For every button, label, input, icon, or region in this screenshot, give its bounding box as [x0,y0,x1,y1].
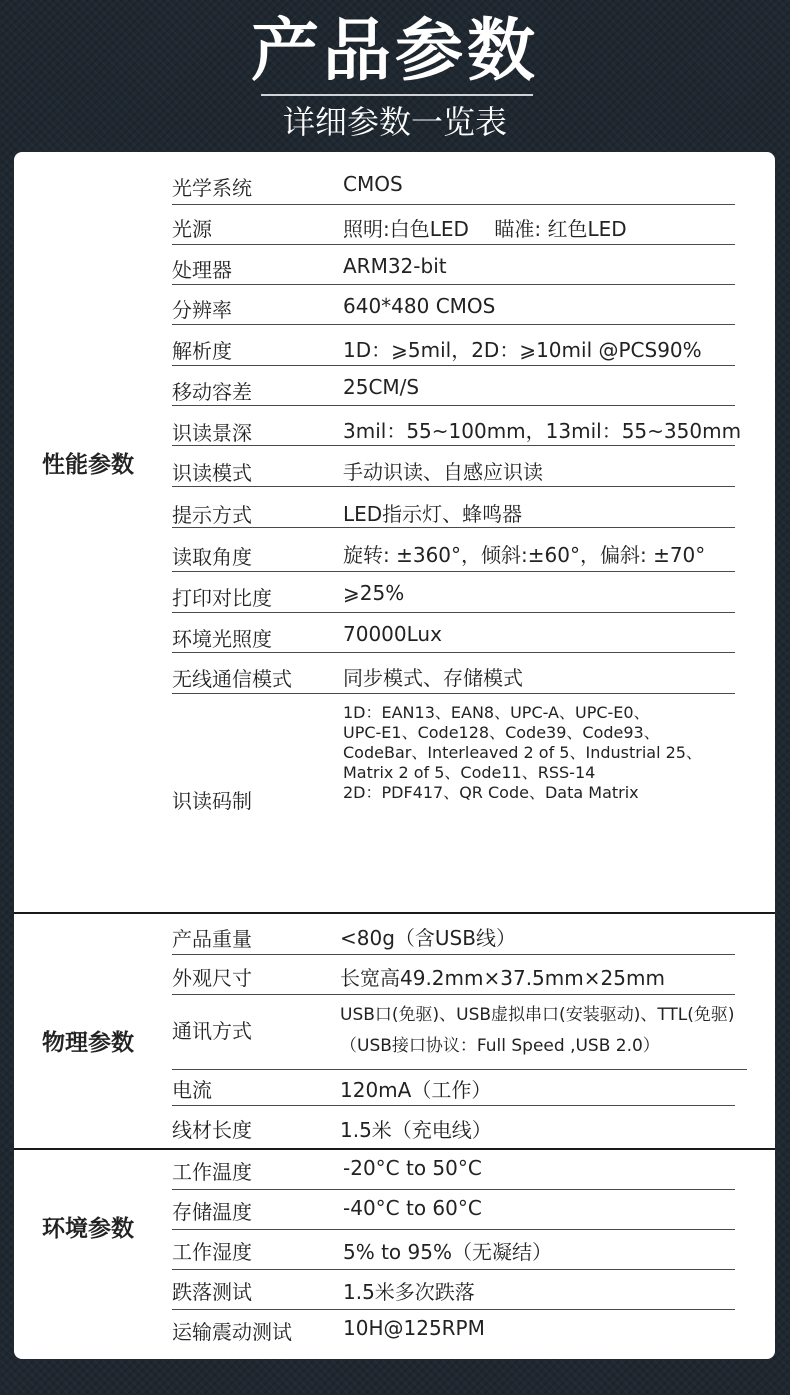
spec-key: 线材长度 [172,1118,252,1142]
spec-key: 打印对比度 [172,586,272,610]
spec-row [172,653,735,694]
spec-value: 旋转: ±360°，倾斜:±60°，偏斜: ±70° [343,543,706,567]
spec-key: 运输震动测试 [172,1320,292,1344]
spec-key: 电流 [172,1078,212,1102]
spec-row [172,914,735,955]
spec-row [172,955,735,995]
title-divider [261,94,533,96]
spec-key: 移动容差 [172,380,252,404]
spec-value: 手动识读、自感应识读 [343,460,543,484]
spec-key: 光学系统 [172,176,252,200]
spec-value: -40°C to 60°C [343,1196,482,1220]
symbology-line: UPC-E1、Code128、Code39、Code93、 [343,723,660,742]
symbology-line: CodeBar、Interleaved 2 of 5、Industrial 25、 [343,743,702,762]
spec-key: 外观尺寸 [172,966,252,990]
spec-value: 5% to 95%（无凝结） [343,1240,552,1264]
spec-row [172,995,747,1070]
spec-key: 光源 [172,217,212,241]
spec-row [172,1106,735,1148]
spec-key: 产品重量 [172,927,252,951]
spec-key: 读取角度 [172,545,252,569]
spec-value: ⩾25% [343,581,405,605]
spec-row [172,487,735,528]
spec-value: 120mA（工作） [340,1078,492,1102]
spec-key: 无线通信模式 [172,667,292,691]
spec-row [172,205,735,245]
spec-row [172,325,735,366]
page-subtitle: 详细参数一览表 [282,103,507,141]
spec-value: 70000Lux [343,622,442,646]
spec-key: 分辨率 [172,298,232,322]
spec-key: 工作湿度 [172,1240,252,1264]
spec-row [172,694,735,912]
spec-key: 通讯方式 [172,1019,252,1043]
spec-row [172,1190,735,1230]
spec-key: 识读码制 [172,789,252,813]
spec-row [172,245,735,285]
section-label-performance: 性能参数 [42,452,134,478]
spec-value: -20°C to 50°C [343,1156,482,1180]
section-label-environment: 环境参数 [42,1216,134,1242]
spec-value: 1.5米（充电线） [340,1118,492,1142]
spec-row [172,613,735,653]
spec-card [14,152,775,1359]
spec-row [172,1270,735,1310]
spec-key: 解析度 [172,339,232,363]
spec-key: 存储温度 [172,1200,252,1224]
spec-value: 照明:白色LED 瞄准: 红色LED [343,217,627,241]
symbology-list [343,703,763,803]
spec-row [172,1310,735,1350]
spec-key: 识读景深 [172,421,252,445]
spec-row [172,1230,735,1270]
spec-row [172,1070,735,1106]
symbology-line: 1D：EAN13、EAN8、UPC-A、UPC-E0、 [343,703,650,722]
spec-key: 提示方式 [172,503,252,527]
page-title: 产品参数 [250,12,539,91]
spec-value: 长宽高49.2mm×37.5mm×25mm [340,966,665,990]
spec-row [172,1150,735,1190]
spec-row [172,572,735,613]
spec-value: CMOS [343,172,403,196]
interface-line: （USB接口协议：Full Speed ,USB 2.0） [340,1036,660,1056]
spec-value: 10H@125RPM [343,1316,485,1340]
section-label-physical: 物理参数 [42,1030,134,1056]
interface-line: USB口(免驱)、USB虚拟串口(安装驱动)、TTL(免驱) [340,1005,735,1025]
spec-row [172,366,735,406]
symbology-line: Matrix 2 of 5、Code11、RSS-14 [343,763,596,782]
interface-info [340,1000,735,1062]
spec-row [172,164,735,205]
spec-key: 处理器 [172,258,232,282]
spec-row [172,446,735,487]
spec-key: 环境光照度 [172,627,272,651]
spec-key: 识读模式 [172,461,252,485]
spec-value: ARM32-bit [343,254,447,278]
spec-value: 640*480 CMOS [343,294,496,318]
spec-value: 1.5米多次跌落 [343,1280,475,1304]
spec-value: 同步模式、存储模式 [343,666,523,690]
symbology-line: 2D：PDF417、QR Code、Data Matrix [343,783,639,802]
spec-value: 3mil：55~100mm，13mil：55~350mm [343,419,742,443]
spec-row [172,285,735,325]
spec-value: <80g（含USB线） [340,926,516,950]
spec-value: LED指示灯、蜂鸣器 [343,502,523,526]
spec-key: 工作温度 [172,1160,252,1184]
spec-value: 1D：⩾5mil，2D：⩾10mil @PCS90% [343,338,702,362]
spec-value: 25CM/S [343,375,420,399]
spec-key: 跌落测试 [172,1280,252,1304]
spec-row [172,406,742,446]
spec-row [172,528,735,572]
